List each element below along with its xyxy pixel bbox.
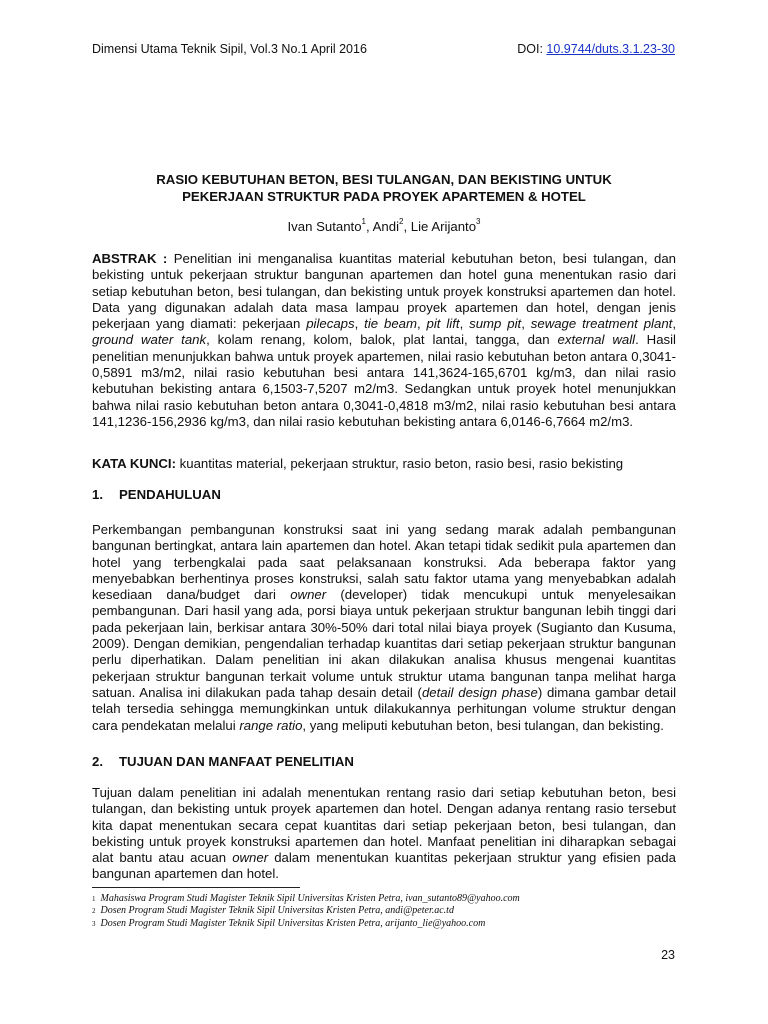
abstract-term: tie beam [364,316,417,332]
author-affiliation-mark: 2 [399,217,404,226]
body-text: , yang meliputi kebutuhan beton, besi tulangan, dan bekisting. [302,717,664,733]
abstract-term: external wall [557,332,636,348]
footnote-divider [92,887,300,888]
footnote-number: 3 [92,919,96,928]
section-1-body [92,522,676,734]
abstract-text: , [521,316,531,332]
footnote-item [92,905,676,917]
abstract-text: , [459,316,470,332]
footnote-number: 1 [92,895,96,903]
abstract-term: sump pit [469,316,522,332]
footnotes [92,893,676,930]
author-name: Andi [372,219,400,234]
footnote-text: Dosen Program Studi Magister Teknik Sipil Universitas Kristen Petra, arijanto_lie@yahoo.com [100,917,486,929]
abstract-term: sewage treatment plant [530,316,673,332]
title-line-1: RASIO KEBUTUHAN BETON, BESI TULANGAN, DAN BEKISTING UNTUK [156,172,612,187]
footnote-item [92,918,676,930]
paper-title [92,171,676,205]
body-text: ) dimana gambar detail telah tersedia sehingga memungkinkan untuk dilakukannya perhitungan volume struktur dengan cara pendekatan melalui [92,684,676,733]
body-text: Tujuan dalam penelitian ini adalah menentukan rentang rasio dari setiap kebutuhan beton, besi tulangan, dan bekisting untuk proyek apartemen dan hotel. Dengan adanya rentang rasio tersebut kita dapat menentukan secara cepat kuantitas dari setiap pekerjaan beton, besi tulangan, dan bekisting untuk proyek konstruksi apartemen dan hotel. Manfaat penelitian ini diharapkan sebagai alat bantu atau acuan [92,785,676,866]
page-number: 23 [661,948,675,962]
author-affiliation-mark: 3 [476,217,481,226]
author-separator: , [366,219,373,234]
author-separator: , [403,219,411,234]
footnote-number: 2 [92,907,96,916]
abstract-label: ABSTRAK : [92,251,168,266]
abstract-text: , [416,316,427,332]
section-title: PENDAHULUAN [119,487,221,502]
body-text: (developer) tidak mencukupi untuk menyelesaikan pembangunan. Dari hasil yang ada, porsi biaya untuk pekerjaan struktur bangunan lebih tinggi dari pada pekerjaan lain, berkisar antara 30%-50% dari total nilai biaya proyek (Sugianto dan Kusuma, 2009). Dengan demikian, pengendalian terhadap kuantitas dari setiap pekerjaan struktur bangunan perlu diperhatikan. Dalam penelitian ini akan dilakukan analisa khusus mengenai kuantitas pekerjaan struktur bangunan terkait volume untuk struktur utama bangunan tanpa melihat harga satuan. Analisa ini dilakukan pada tahap desain detail ( [92,587,676,700]
author-name: Ivan Sutanto [287,219,362,234]
author-affiliation-mark: 1 [361,217,366,226]
section-title: TUJUAN DAN MANFAAT PENELITIAN [119,754,354,769]
keywords-label: KATA KUNCI: [92,456,176,471]
doi-prefix: DOI: [517,42,547,56]
section-2-body [92,785,676,883]
doi-header [517,42,675,56]
body-text: dalam menentukan kuantitas pekerjaan struktur yang efisien pada bangunan apartemen dan hotel. [92,850,676,882]
footnote-item [92,893,676,905]
body-text: Perkembangan pembangunan konstruksi saat ini yang sedang marak adalah pembangunan bangunan bertingkat, antara lain apartemen dan hotel. Akan tetapi tidak sedikit pula apartemen dan hotel yang terbengkalai pada saat pelaksanaan konstruksi. Ada beberapa faktor yang menyebabkan berhentinya proses konstruksi, salah satu faktor utama yang menyebabkan adalah kesediaan dana/budget dari [92,522,676,603]
author-list [92,219,676,234]
abstract-term: pit lift [426,316,460,332]
abstract-term: pilecaps [306,316,355,332]
abstract-text: . Hasil penelitian menunjukkan bahwa untuk proyek apartemen, nilai rasio kebutuhan beton antara 0,3041-0,5891 m3/m2, nilai rasio kebutuhan besi antara 141,3624-165,6701 kg/m3, dan nilai rasio kebutuhan bekisting antara 6,1503-7,5207 m2/m3. Sedangkan untuk proyek hotel menunjukkan bahwa nilai rasio kebutuhan beton antara 0,3041-0,4818 m3/m2, nilai rasio kebutuhan besi antara 141,1236-156,2936 kg/m3, dan nilai rasio kebutuhan bekisting antara 6,0146-6,7664 m2/m3. [92,332,676,429]
author-name: Lie Arijanto [410,219,477,234]
section-number: 1. [92,487,103,502]
doi-link[interactable]: 10.9744/duts.3.1.23-30 [546,42,675,56]
section-heading-1 [92,487,221,502]
abstract-text: , kolam renang, kolom, balok, plat lantai, tangga, dan [206,332,558,348]
keywords [92,456,676,472]
abstract [92,251,676,430]
footnote-text: Mahasiswa Program Studi Magister Teknik Sipil Universitas Kristen Petra, ivan_sutanto89@yahoo.com [100,893,520,904]
body-term: owner [232,850,269,866]
body-term: owner [290,587,327,603]
title-line-2: PEKERJAAN STRUKTUR PADA PROYEK APARTEMEN & HOTEL [182,189,586,204]
abstract-term: ground water tank [92,332,207,348]
keywords-text: kuantitas material, pekerjaan struktur, rasio beton, rasio besi, rasio bekisting [176,456,624,471]
section-heading-2 [92,754,354,769]
body-term: range ratio [239,717,303,733]
body-term: detail design phase [421,684,538,700]
journal-header: Dimensi Utama Teknik Sipil, Vol.3 No.1 April 2016 [92,42,367,56]
abstract-text: , [354,316,365,332]
section-number: 2. [92,754,103,769]
footnote-text: Dosen Program Studi Magister Teknik Sipil Universitas Kristen Petra, andi@peter.ac.td [100,905,454,917]
abstract-text: , [672,316,676,332]
abstract-text: Penelitian ini menganalisa kuantitas material kebutuhan beton, besi tulangan, dan bekisting untuk pekerjaan struktur bangunan apartemen dan hotel guna menentukan rasio dari setiap kebutuhan beton, besi tulangan, dan bekisting untuk proyek konstruksi apartemen dan hotel. Data yang digunakan adalah data masa lampau proyek apartemen dan hotel, dengan jenis pekerjaan yang diamati: pekerjaan [92,251,676,332]
